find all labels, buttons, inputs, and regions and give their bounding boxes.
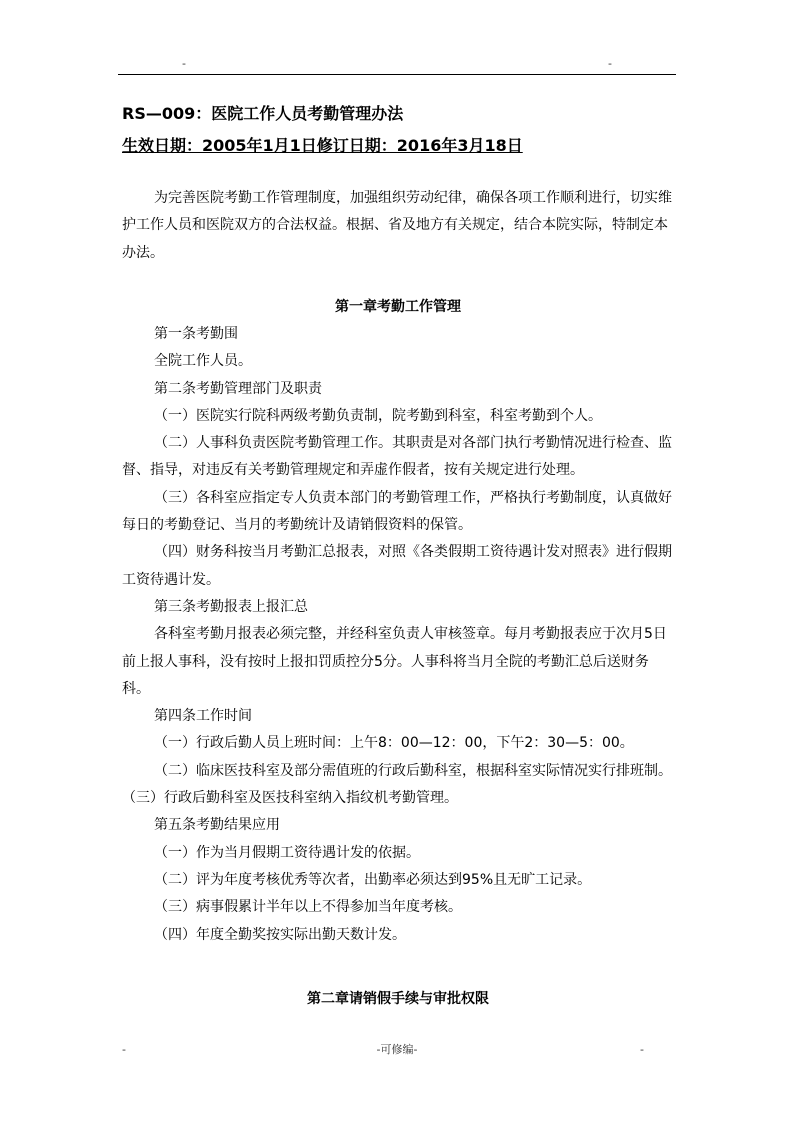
article-2-item-3: （三）各科室应指定专人负责本部门的考勤管理工作，严格执行考勤制度，认真做好每日的考勤登记、当月的考勤统计及请销假资料的保管。 [122, 489, 672, 534]
intro-paragraph: 为完善医院考勤工作管理制度，加强组织劳动纪律，确保各项工作顺利进行，切实维护工作人员和医院双方的合法权益。根据、省及地方有关规定，结合本院实际，特制定本办法。 [122, 190, 672, 261]
article-3-heading: 第三条考勤报表上报汇总 [154, 598, 308, 615]
article-4-heading: 第四条工作时间 [154, 708, 252, 725]
article-5-item-3: （三）病事假累计半年以上不得参加当年度考核。 [154, 899, 462, 916]
document-title: RS—009：医院工作人员考勤管理办法 [122, 104, 404, 123]
article-5-heading: 第五条考勤结果应用 [154, 817, 280, 834]
footer-center: -可修编- [376, 1043, 418, 1056]
chapter-2-heading: 第二章请销假手续与审批权限 [307, 991, 489, 1007]
article-2-item-2: （二）人事科负责医院考勤管理工作。其职责是对各部门执行考勤情况进行检查、监督、指导，对违反有关考勤管理规定和弄虚作假者，按有关规定进行处理。 [122, 435, 672, 479]
footer-left-mark: - [122, 1043, 126, 1056]
article-4-item-2-3: （二）临床医技科室及部分需值班的行政后勤科室，根据科室实际情况实行排班制。（三）行政后勤科室及医技科室纳入指纹机考勤管理。 [122, 762, 672, 807]
article-5-item-1: （一）作为当月假期工资待遇计发的依据。 [154, 844, 420, 861]
chapter-1-heading: 第一章考勤工作管理 [335, 299, 461, 315]
article-2-heading: 第二条考勤管理部门及职责 [154, 380, 322, 397]
article-5-item-4: （四）年度全勤奖按实际出勤天数计发。 [154, 926, 406, 943]
document-dates: 生效日期：2005年1月1日修订日期：2016年3月18日 [122, 136, 523, 155]
header-rule [118, 74, 676, 75]
article-5-item-2: （二）评为年度考核优秀等次者，出勤率必须达到95%且无旷工记录。 [154, 871, 592, 888]
article-2-item-1: （一）医院实行院科两级考勤负责制，院考勤到科室，科室考勤到个人。 [154, 407, 602, 424]
header-left-mark: - [182, 57, 186, 70]
article-2-item-4: （四）财务科按当月考勤汇总报表，对照《各类假期工资待遇计发对照表》进行假期工资待遇计发。 [122, 544, 672, 588]
chapter-1-body [122, 321, 674, 949]
header-right-mark: - [608, 57, 612, 70]
article-1-text: 全院工作人员。 [154, 353, 252, 370]
footer-right-mark: - [640, 1043, 644, 1056]
article-3-text: 各科室考勤月报表必须完整，并经科室负责人审核签章。每月考勤报表应于次月5日前上报人事科，没有按时上报扣罚质控分5分。人事科将当月全院的考勤汇总后送财务科。 [122, 626, 667, 697]
article-1-heading: 第一条考勤围 [154, 326, 238, 342]
article-4-item-1: （一）行政后勤人员上班时间：上午8：00—12：00，下午2：30—5：00。 [154, 735, 634, 752]
